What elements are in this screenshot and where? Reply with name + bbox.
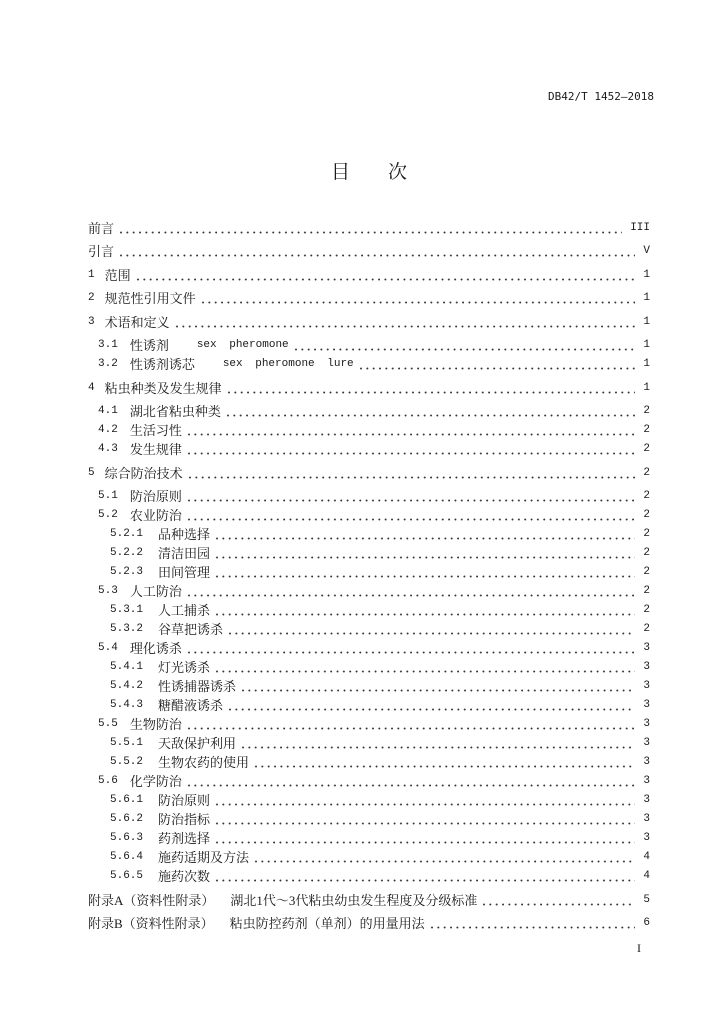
toc-entry-appendix-label: 附录B（资料性附录） — [88, 916, 214, 931]
toc-entry-number: 5.6.2 — [110, 813, 144, 825]
toc-entry-5-3-2[interactable] — [88, 620, 650, 639]
toc-entry-5-4-2[interactable] — [88, 677, 650, 696]
toc-entry-number: 5.4.3 — [110, 699, 144, 711]
toc-entry-title: 化学防治 — [129, 774, 182, 789]
toc-entry-number: 4.1 — [98, 405, 118, 417]
toc-entry-title: 发生规律 — [129, 442, 182, 457]
toc-entry-number: 4 — [88, 381, 95, 394]
toc-entry-title: 施药适期及方法 — [158, 850, 250, 865]
toc-entry-5[interactable] — [88, 464, 650, 483]
toc-leader-dots — [227, 696, 635, 715]
toc-leader-dots — [187, 464, 636, 483]
toc-entry-page: 3 — [643, 794, 650, 806]
toc-entry-number: 4.2 — [98, 424, 118, 436]
toc-leader-dots — [200, 289, 636, 308]
toc-leader-dots — [240, 734, 635, 753]
toc-entry-5-6-2[interactable] — [88, 810, 650, 829]
toc-leader-dots — [214, 525, 635, 544]
toc-entry-title: 防治指标 — [158, 812, 211, 827]
toc-leader-dots — [135, 266, 636, 285]
toc-entry-3[interactable] — [88, 313, 650, 332]
toc-entry-title: 药剂选择 — [158, 831, 211, 846]
toc-entry-page: 3 — [643, 737, 650, 749]
toc-leader-dots — [186, 440, 636, 459]
toc-entry-title: 人工捕杀 — [158, 603, 211, 618]
toc-entry-page: 2 — [643, 604, 650, 616]
toc-entry-5-5-1[interactable] — [88, 734, 650, 753]
toc-entry-5-4-1[interactable] — [88, 658, 650, 677]
toc-entry[interactable] — [88, 914, 650, 933]
toc-entry-page: III — [630, 221, 650, 234]
toc-entry-title: 性诱剂 — [129, 338, 169, 353]
toc-entry-page: 2 — [643, 623, 650, 635]
toc-entry-number: 5.4 — [98, 642, 118, 654]
toc-entry-page: 2 — [643, 528, 650, 540]
toc-entry[interactable] — [88, 219, 650, 238]
toc-leader-dots — [214, 658, 635, 677]
toc-leader-dots — [214, 791, 635, 810]
toc-entry-3-1[interactable] — [88, 336, 650, 355]
toc-entry-page: 2 — [643, 490, 650, 502]
toc-leader-dots — [253, 753, 635, 772]
toc-entry-page: 3 — [643, 661, 650, 673]
toc-leader-dots — [225, 402, 636, 421]
toc-entry-page: 3 — [643, 699, 650, 711]
toc-leader-dots — [226, 379, 636, 398]
toc-entry-5-6-5[interactable] — [88, 867, 650, 886]
toc-leader-dots — [186, 487, 636, 506]
toc-entry-2[interactable] — [88, 289, 650, 308]
toc-entry-title: 清洁田园 — [158, 546, 211, 561]
toc-entry-number: 5.6.3 — [110, 832, 144, 844]
toc-leader-dots — [186, 639, 636, 658]
toc-entry-title: 品种选择 — [158, 527, 211, 542]
toc-entry-4-3[interactable] — [88, 440, 650, 459]
toc-entry-number: 5.6.4 — [110, 851, 144, 863]
toc-entry-number: 5 — [88, 466, 95, 479]
toc-entry-5-4[interactable] — [88, 639, 650, 658]
toc-entry-title: 人工防治 — [129, 584, 182, 599]
toc-leader-dots — [358, 355, 636, 374]
toc-leader-dots — [118, 219, 622, 238]
toc-entry-1[interactable] — [88, 266, 650, 285]
toc-entry-page: 2 — [643, 424, 650, 436]
toc-entry-title: 防治原则 — [129, 489, 182, 504]
toc-entry-5-2[interactable] — [88, 506, 650, 525]
toc-entry-page: 2 — [643, 405, 650, 417]
toc-entry-title: 规范性引用文件 — [104, 291, 196, 306]
toc-entry-title: 引言 — [88, 244, 115, 259]
toc-entry-title: 糖醋液诱杀 — [158, 698, 224, 713]
toc-leader-dots — [214, 601, 635, 620]
toc-leader-dots — [240, 677, 635, 696]
toc-entry-number: 5.3.1 — [110, 604, 144, 616]
toc-entry-number: 5.6.5 — [110, 870, 144, 882]
toc-entry-page: 5 — [643, 893, 650, 906]
toc-entry-title: 生物防治 — [129, 717, 182, 732]
toc-entry-number: 3.2 — [98, 358, 118, 370]
toc-entry-page: 3 — [643, 756, 650, 768]
toc-entry-5-1[interactable] — [88, 487, 650, 506]
toc-entry-5-5[interactable] — [88, 715, 650, 734]
toc-entry-number: 5.2 — [98, 509, 118, 521]
toc-leader-dots — [481, 891, 635, 910]
toc-entry-number: 5.3 — [98, 585, 118, 597]
toc-leader-dots — [214, 867, 635, 886]
toc-entry-title: 谷草把诱杀 — [158, 622, 224, 637]
toc-entry-title: 粘虫种类及发生规律 — [104, 380, 222, 396]
toc-leader-dots — [186, 421, 636, 440]
toc-entry-4-1[interactable] — [88, 402, 650, 421]
toc-entry-page: 2 — [643, 547, 650, 559]
toc-leader-dots — [186, 506, 636, 525]
toc-entry-3-2[interactable] — [88, 355, 650, 374]
toc-entry-title: 粘虫防控药剂（单剂）的用量用法 — [229, 916, 425, 931]
toc-entry-title: 术语和定义 — [104, 314, 170, 330]
toc-leader-dots — [174, 313, 636, 332]
toc-leader-dots — [214, 544, 635, 563]
toc-entry-5-3-1[interactable] — [88, 601, 650, 620]
toc-entry-number: 5.6 — [98, 775, 118, 787]
toc-entry-title: 防治原则 — [158, 793, 211, 808]
standard-code: DB42/T 1452—2018 — [548, 90, 654, 103]
toc-entry-english-term: sex pheromone — [196, 339, 289, 351]
toc-entry-page: 4 — [643, 851, 650, 863]
toc-entry-page: 1 — [643, 315, 650, 328]
toc-entry-page: 2 — [643, 509, 650, 521]
toc-entry-page: 4 — [643, 870, 650, 882]
toc-entry-number: 5.2.3 — [110, 566, 144, 578]
toc-entry-5-2-1[interactable] — [88, 525, 650, 544]
toc-entry-4[interactable] — [88, 379, 650, 398]
toc-entry-5-3[interactable] — [88, 582, 650, 601]
page-number: I — [637, 941, 641, 955]
toc-entry-5-5-2[interactable] — [88, 753, 650, 772]
toc-leader-dots — [429, 914, 636, 933]
toc-entry-title: 前言 — [88, 220, 115, 236]
toc-entry-title: 农业防治 — [129, 508, 182, 523]
table-of-contents — [88, 214, 650, 938]
toc-entry-page: 3 — [643, 813, 650, 825]
toc-entry-english-term: sex pheromone lure — [222, 358, 354, 370]
toc-leader-dots — [214, 563, 635, 582]
toc-entry-number: 2 — [88, 292, 95, 304]
page-title: 目 次 — [331, 161, 408, 183]
toc-entry-page: 1 — [643, 358, 650, 370]
toc-entry-title: 生活习性 — [129, 423, 182, 438]
toc-entry-number: 4.3 — [98, 443, 118, 455]
toc-entry-page: 3 — [643, 832, 650, 844]
toc-entry-title: 湖北1代～3代粘虫幼虫发生程度及分级标准 — [230, 892, 478, 908]
toc-entry[interactable] — [88, 242, 650, 261]
toc-entry-number: 3 — [88, 315, 95, 328]
toc-entry-number: 3.1 — [98, 339, 118, 351]
toc-entry-page: V — [643, 245, 650, 257]
toc-entry-number: 5.3.2 — [110, 623, 144, 635]
toc-entry-number: 5.5 — [98, 718, 118, 730]
toc-entry-number: 5.2.1 — [110, 528, 144, 540]
toc-entry-appendix-label: 附录A（资料性附录） — [88, 892, 215, 908]
toc-entry-page: 2 — [643, 466, 650, 479]
toc-entry-5-4-3[interactable] — [88, 696, 650, 715]
toc-entry-5-6-4[interactable] — [88, 848, 650, 867]
toc-entry-title: 田间管理 — [158, 565, 211, 580]
toc-entry-title: 综合防治技术 — [104, 465, 183, 481]
toc-entry-title: 范围 — [104, 267, 131, 283]
toc-entry-page: 3 — [643, 718, 650, 730]
toc-entry-page: 2 — [643, 443, 650, 455]
toc-entry-number: 5.4.2 — [110, 680, 144, 692]
toc-entry[interactable] — [88, 891, 650, 910]
toc-entry-title: 灯光诱杀 — [158, 660, 211, 675]
toc-entry-page: 1 — [643, 292, 650, 304]
toc-entry-number: 5.5.2 — [110, 756, 144, 768]
toc-entry-title: 理化诱杀 — [129, 641, 182, 656]
toc-entry-page: 1 — [643, 381, 650, 394]
toc-entry-5-6-3[interactable] — [88, 829, 650, 848]
toc-entry-title: 天敌保护利用 — [158, 736, 237, 751]
toc-entry-number: 5.4.1 — [110, 661, 144, 673]
toc-leader-dots — [293, 336, 636, 355]
toc-leader-dots — [253, 848, 635, 867]
toc-entry-title: 施药次数 — [158, 869, 211, 884]
toc-leader-dots — [214, 810, 635, 829]
toc-entry-5-2-2[interactable] — [88, 544, 650, 563]
toc-entry-page: 2 — [643, 585, 650, 597]
toc-entry-title: 湖北省粘虫种类 — [129, 404, 221, 419]
toc-entry-title: 生物农药的使用 — [158, 755, 250, 770]
toc-leader-dots — [118, 242, 635, 261]
toc-entry-page: 1 — [643, 339, 650, 351]
toc-entry-5-6[interactable] — [88, 772, 650, 791]
toc-leader-dots — [186, 715, 636, 734]
toc-leader-dots — [186, 582, 636, 601]
toc-entry-page: 3 — [643, 775, 650, 787]
toc-entry-page: 3 — [643, 680, 650, 692]
toc-entry-number: 5.2.2 — [110, 547, 144, 559]
toc-entry-4-2[interactable] — [88, 421, 650, 440]
toc-entry-number: 1 — [88, 268, 95, 281]
toc-entry-page: 2 — [643, 566, 650, 578]
toc-entry-page: 1 — [643, 268, 650, 281]
toc-entry-5-2-3[interactable] — [88, 563, 650, 582]
toc-entry-5-6-1[interactable] — [88, 791, 650, 810]
toc-entry-title: 性诱捕器诱杀 — [158, 679, 237, 694]
toc-entry-page: 3 — [643, 642, 650, 654]
toc-entry-page: 6 — [643, 917, 650, 929]
toc-entry-number: 5.6.1 — [110, 794, 144, 806]
toc-entry-number: 5.5.1 — [110, 737, 144, 749]
toc-leader-dots — [227, 620, 635, 639]
toc-leader-dots — [186, 772, 636, 791]
toc-leader-dots — [214, 829, 635, 848]
toc-entry-number: 5.1 — [98, 490, 118, 502]
toc-entry-title: 性诱剂诱芯 — [129, 357, 195, 372]
